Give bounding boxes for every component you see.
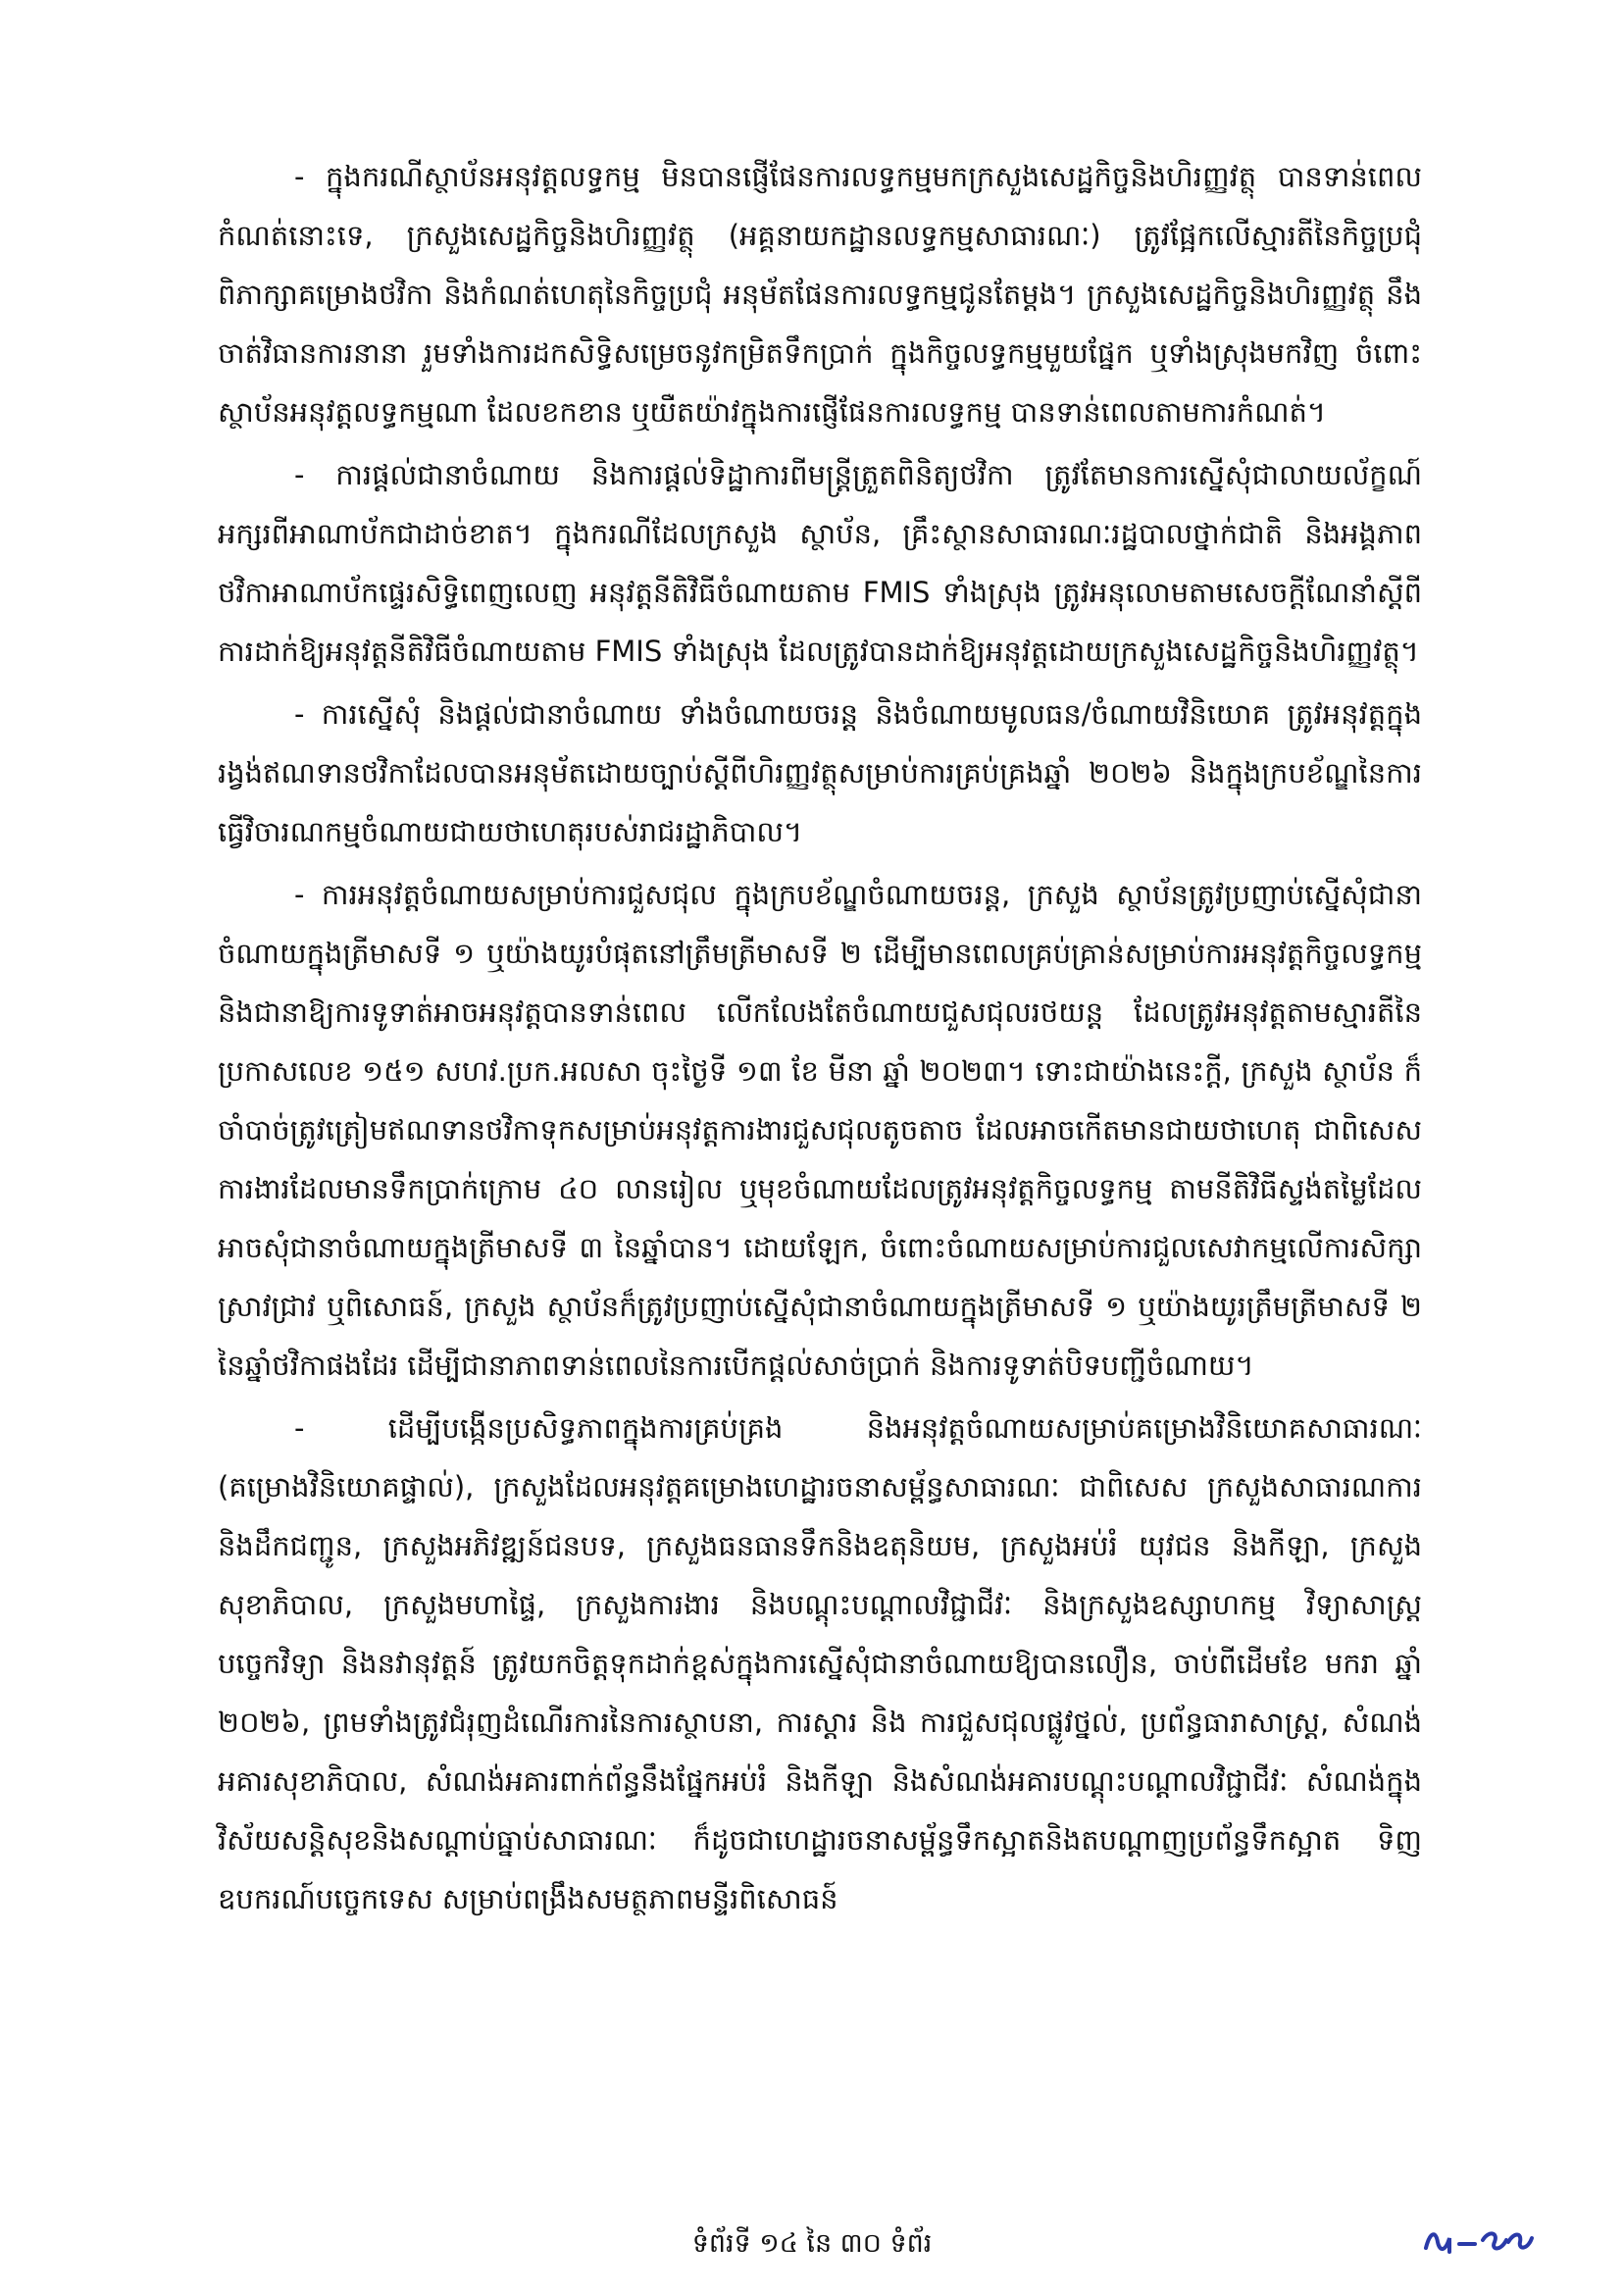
document-body: [218, 147, 1422, 1932]
paragraph-expense-warrant: - ការផ្តល់ជានាចំណាយ និងការផ្តល់ទិដ្ឋាការពីមន្ត្រីត្រួតពិនិត្យថវិកា ត្រូវតែមានការស្នើសុំជាលាយល័ក្ខណ៍អក្សរពីអាណាប័កជាដាច់ខាត។ ក្នុងករណីដែលក្រសួង ស្ថាប័ន, គ្រឹះស្ថានសាធារណៈរដ្ឋបាលថ្នាក់ជាតិ និងអង្គភាពថវិកាអាណាប័កផ្ទេរសិទ្ធិពេញលេញ អនុវត្តនីតិវិធីចំណាយតាម FMIS ទាំងស្រុង ត្រូវអនុលោមតាមសេចក្តីណែនាំស្តីពីការដាក់ឱ្យអនុវត្តនីតិវិធីចំណាយតាម FMIS ទាំងស្រុង ដែលត្រូវបានដាក់ឱ្យអនុវត្តដោយក្រសួងសេដ្ឋកិច្ចនិងហិរញ្ញវត្ថុ។: [218, 458, 1422, 668]
paragraph-budget-credit: - ការស្នើសុំ និងផ្តល់ជានាចំណាយ ទាំងចំណាយចរន្ត និងចំណាយមូលធន/ចំណាយវិនិយោគ ត្រូវអនុវត្តក្នុងរង្វង់ឥណទានថវិកាដែលបានអនុម័តដោយច្បាប់ស្តីពីហិរញ្ញវត្ថុសម្រាប់ការគ្រប់គ្រងឆ្នាំ ២០២៦ និងក្នុងក្របខ័ណ្ឌនៃការធ្វើវិចារណកម្មចំណាយជាយថាហេតុរបស់រាជរដ្ឋាភិបាល។: [218, 697, 1422, 848]
paragraph-procurement-plan: - ក្នុងករណីស្ថាប័នអនុវត្តលទ្ធកម្ម មិនបានផ្ញើផែនការលទ្ធកម្មមកក្រសួងសេដ្ឋកិច្ចនិងហិរញ្ញវត្ថុ បានទាន់ពេលកំណត់នោះទេ, ក្រសួងសេដ្ឋកិច្ចនិងហិរញ្ញវត្ថុ (អគ្គនាយកដ្ឋានលទ្ធកម្មសាធារណៈ) ត្រូវផ្អែកលើស្មារតីនៃកិច្ចប្រជុំពិភាក្សាគម្រោងថវិកា និងកំណត់ហេតុនៃកិច្ចប្រជុំ អនុម័តផែនការលទ្ធកម្មជូនតែម្តង។ ក្រសួងសេដ្ឋកិច្ចនិងហិរញ្ញវត្ថុ នឹងចាត់វិធានការនានា រួមទាំងការដកសិទ្ធិសម្រេចនូវកម្រិតទឹកប្រាក់ ក្នុងកិច្ចលទ្ធកម្មមួយផ្នែក ឬទាំងស្រុងមកវិញ ចំពោះស្ថាប័នអនុវត្តលទ្ធកម្មណា ដែលខកខាន ឬយឺតយ៉ាវក្នុងការផ្ញើផែនការលទ្ធកម្ម បានទាន់ពេលតាមការកំណត់។: [218, 160, 1422, 429]
page-number: ទំព័រទី ១៤ នៃ ៣០ ទំព័រ: [691, 2228, 933, 2259]
handwritten-initials-signature: [1420, 2218, 1538, 2262]
paragraph-public-investment: - ដើម្បីបង្កើនប្រសិទ្ធភាពក្នុងការគ្រប់គ្រង និងអនុវត្តចំណាយសម្រាប់គម្រោងវិនិយោគសាធារណៈ (គម្រោងវិនិយោគផ្ទាល់), ក្រសួងដែលអនុវត្តគម្រោងហេដ្ឋារចនាសម្ព័ន្ធសាធារណៈ ជាពិសេស ក្រសួងសាធារណការ និងដឹកជញ្ជូន, ក្រសួងអភិវឌ្ឍន៍ជនបទ, ក្រសួងធនធានទឹកនិងឧតុនិយម, ក្រសួងអប់រំ យុវជន និងកីឡា, ក្រសួងសុខាភិបាល, ក្រសួងមហាផ្ទៃ, ក្រសួងការងារ និងបណ្តុះបណ្តាលវិជ្ជាជីវៈ និងក្រសួងឧស្សាហកម្ម វិទ្យាសាស្ត្រ បច្ចេកវិទ្យា និងនវានុវត្តន៍ ត្រូវយកចិត្តទុកដាក់ខ្ពស់ក្នុងការស្នើសុំជានាចំណាយឱ្យបានលឿន, ចាប់ពីដើមខែ មករា ឆ្នាំ ២០២៦, ព្រមទាំងត្រូវជំរុញដំណើរការនៃការស្ថាបនា, ការស្តារ និង ការជួសជុលផ្លូវថ្នល់, ប្រព័ន្ធធារាសាស្ត្រ, សំណង់អគារសុខាភិបាល, សំណង់អគារពាក់ព័ន្ធនឹងផ្នែកអប់រំ និងកីឡា និងសំណង់អគារបណ្តុះបណ្តាលវិជ្ជាជីវៈ សំណង់ក្នុងវិស័យសន្តិសុខនិងសណ្តាប់ធ្នាប់សាធារណៈ ក៏ដូចជាហេដ្ឋារចនាសម្ព័ន្ធទឹកស្អាតនិងតបណ្តាញប្រព័ន្ធទឹកស្អាត ទិញឧបករណ៍បច្ចេកទេស សម្រាប់ពង្រឹងសមត្ថភាពមន្ទីរពិសោធន៍: [218, 1411, 1422, 1915]
paragraph-repair-expenses: - ការអនុវត្តចំណាយសម្រាប់ការជួសជុល ក្នុងក្របខ័ណ្ឌចំណាយចរន្ត, ក្រសួង ស្ថាប័នត្រូវប្រញាប់ស្នើសុំជានាចំណាយក្នុងត្រីមាសទី ១ ឬយ៉ាងយូរបំផុតនៅត្រឹមត្រីមាសទី ២ ដើម្បីមានពេលគ្រប់គ្រាន់សម្រាប់ការអនុវត្តកិច្ចលទ្ធកម្ម និងជានាឱ្យការទូទាត់អាចអនុវត្តបានទាន់ពេល លើកលែងតែចំណាយជួសជុលរថយន្ត ដែលត្រូវអនុវត្តតាមស្មារតីនៃប្រកាសលេខ ១៥១ សហវ.ប្រក.អលសា ចុះថ្ងៃទី ១៣ ខែ មីនា ឆ្នាំ ២០២៣។ ទោះជាយ៉ាងនេះក្តី, ក្រសួង ស្ថាប័ន ក៏ចាំបាច់ត្រូវត្រៀមឥណទានថវិកាទុកសម្រាប់អនុវត្តការងារជួសជុលតូចតាច ដែលអាចកើតមានជាយថាហេតុ ជាពិសេសការងារដែលមានទឹកប្រាក់ក្រោម ៤០ លានរៀល ឬមុខចំណាយដែលត្រូវអនុវត្តកិច្ចលទ្ធកម្ម តាមនីតិវិធីស្ទង់តម្លៃដែលអាចសុំជានាចំណាយក្នុងត្រីមាសទី ៣ នៃឆ្នាំបាន។ ដោយឡែក, ចំពោះចំណាយសម្រាប់ការជួលសេវាកម្មលើការសិក្សាស្រាវជ្រាវ ឬពិសោធន៍, ក្រសួង ស្ថាប័នក៏ត្រូវប្រញាប់ស្នើសុំជានាចំណាយក្នុងត្រីមាសទី ១ ឬយ៉ាងយូរត្រឹមត្រីមាសទី ២ នៃឆ្នាំថវិកាផងដែរ ដើម្បីជានាភាពទាន់ពេលនៃការបើកផ្តល់សាច់ប្រាក់ និងការទូទាត់បិទបញ្ជីចំណាយ។: [218, 878, 1422, 1382]
